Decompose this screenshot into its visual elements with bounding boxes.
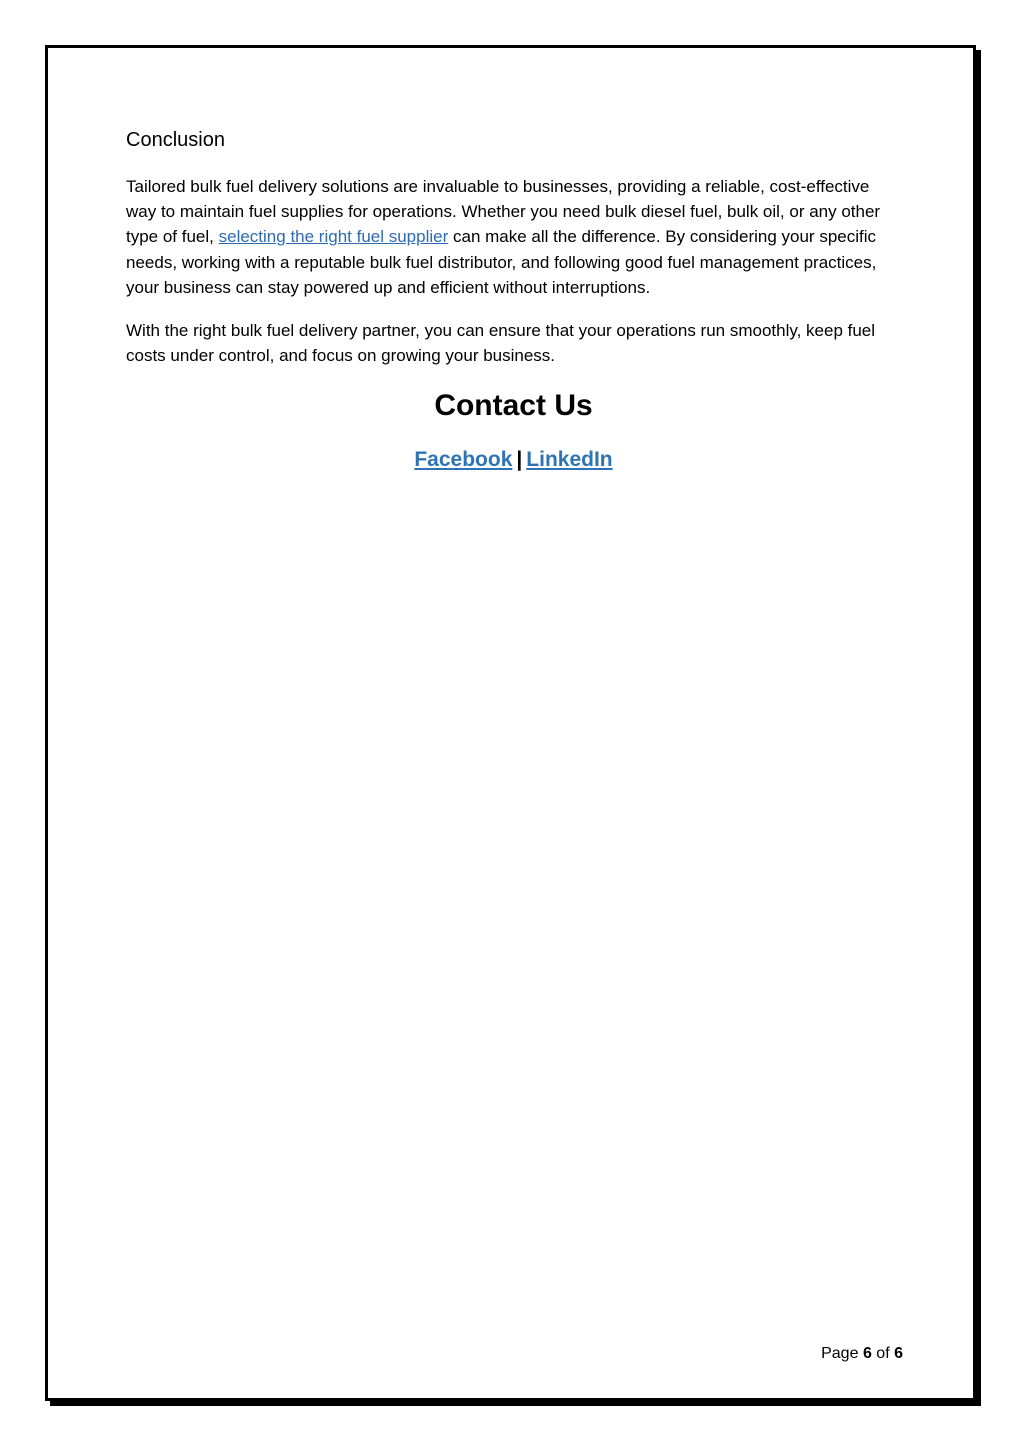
section-heading: Conclusion bbox=[126, 129, 225, 151]
page-label: Page bbox=[821, 1345, 859, 1362]
conclusion-paragraph-1 bbox=[126, 174, 901, 300]
page-number-footer bbox=[821, 1344, 903, 1364]
page-frame bbox=[45, 45, 976, 1401]
paragraph-text-after-link: can make all the difference. By considering your specific needs, working with a reputable bulk fuel distributor, and following good fuel management practices, your business can stay powered up and efficient without interruptions. bbox=[126, 227, 877, 297]
social-links bbox=[126, 446, 901, 474]
fuel-supplier-link[interactable]: selecting the right fuel supplier bbox=[218, 227, 449, 247]
linkedin-link[interactable]: LinkedIn bbox=[526, 448, 613, 472]
social-separator: | bbox=[516, 448, 523, 472]
of-label: of bbox=[876, 1345, 890, 1362]
paragraph-text-before-link: Tailored bulk fuel delivery solutions are invaluable to businesses, providing a reliable, cost-effective way to maintain fuel supplies for operations. Whether you need bulk diesel fuel, bulk oil, or any other type of fuel, bbox=[126, 177, 881, 247]
total-pages-number: 6 bbox=[894, 1345, 903, 1362]
document-content bbox=[126, 126, 901, 474]
facebook-link[interactable]: Facebook bbox=[414, 448, 513, 472]
conclusion-paragraph-2: With the right bulk fuel delivery partner, you can ensure that your operations run smoothly, keep fuel costs under control, and focus on growing your business. bbox=[126, 321, 876, 366]
contact-title: Contact Us bbox=[434, 389, 593, 423]
current-page-number: 6 bbox=[862, 1345, 872, 1362]
